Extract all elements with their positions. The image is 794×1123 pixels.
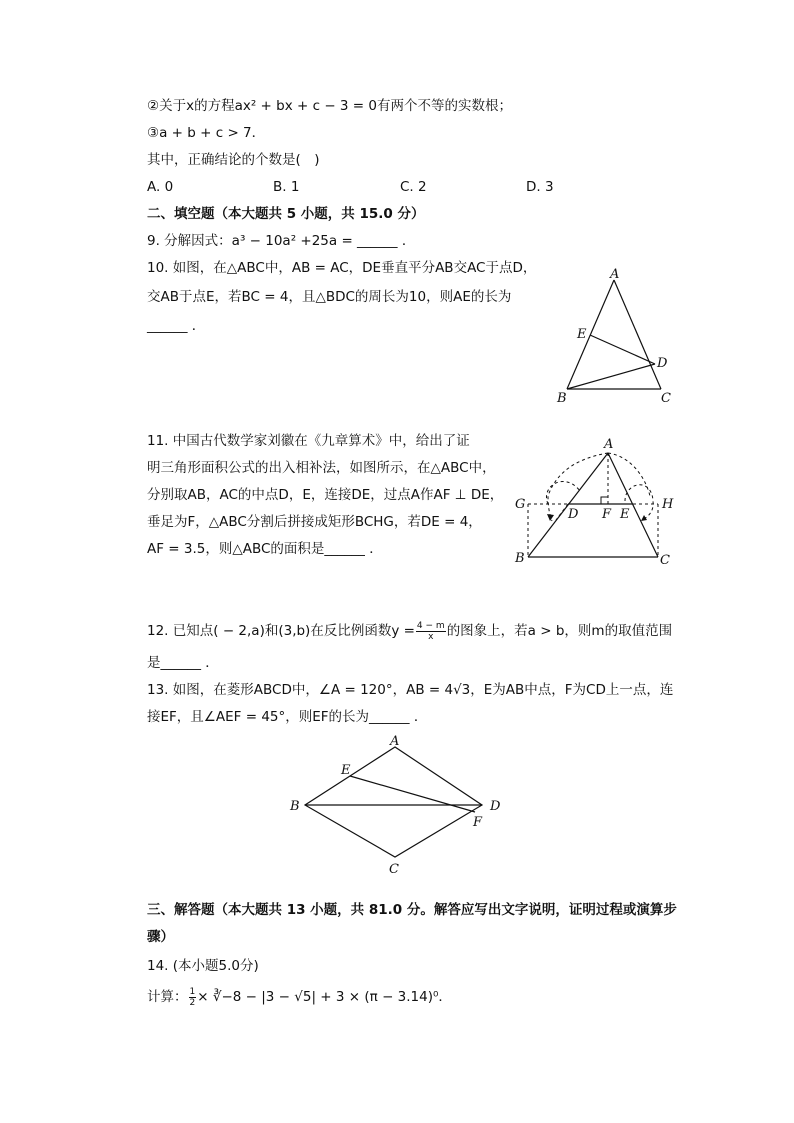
q14-fraction	[189, 987, 197, 1008]
q11-line-1: 11. 中国古代数学家刘徽在《九章算术》中，给出了证	[147, 433, 470, 449]
q10-label-c: C	[661, 391, 671, 406]
q10-label-a: A	[610, 268, 620, 282]
q8-condition-2: ②关于x的方程ax² + bx + c − 3 = 0有两个不等的实数根；	[147, 98, 513, 114]
q12-fraction-numerator: 4 − m	[416, 620, 445, 631]
section-2-header: 二、填空题（本大题共 5 小题，共 15.0 分）	[147, 206, 425, 222]
q10-label-b: B	[557, 391, 567, 406]
q10-line-2: 交AB于点E，若BC = 4，且△BDC的周长为10，则AE的长为	[147, 289, 512, 305]
q14-prefix: 计算：	[147, 989, 188, 1005]
q11-label-g: G	[515, 497, 526, 512]
q14-header: 14. (本小题5.0分)	[147, 958, 259, 974]
q10-line-3: ______ ．	[147, 318, 206, 334]
q11-label-f: F	[602, 507, 612, 522]
q9-text: 9. 分解因式：a³ − 10a² +25a = ______ ．	[147, 233, 416, 249]
q11-label-e: E	[620, 507, 630, 522]
q10-label-d: D	[657, 356, 668, 371]
q10-label-e: E	[577, 327, 587, 342]
q13-line-1: 13. 如图，在菱形ABCD中，∠A = 120°，AB = 4√3，E为AB中点，F为CD上一点，连	[147, 682, 674, 698]
q11-label-d: D	[568, 507, 579, 522]
q13-rhombus-figure	[285, 730, 510, 880]
q11-line-4: 垂足为F，△ABC分割后拼接成矩形BCHG，若DE = 4，	[147, 514, 482, 530]
section-3-header-line-2: 骤）	[147, 929, 174, 945]
q10-line-1: 10. 如图，在△ABC中，AB = AC，DE垂直平分AB交AC于点D，	[147, 260, 537, 276]
q13-label-c: C	[389, 862, 399, 877]
q11-label-h: H	[662, 497, 674, 512]
q8-prompt: 其中，正确结论的个数是( )	[147, 152, 320, 168]
q14-fraction-numerator: 1	[189, 986, 196, 997]
q13-label-f: F	[473, 815, 483, 830]
q11-line-3: 分别取AB，AC的中点D，E，连接DE，过点A作AF ⊥ DE，	[147, 487, 504, 503]
q12-line-1-prefix: 12. 已知点( − 2,a)和(3,b)在反比例函数y =	[147, 623, 415, 639]
q11-line-2: 明三角形面积公式的出入相补法，如图所示，在△ABC中，	[147, 460, 496, 476]
q13-label-e: E	[341, 763, 351, 778]
q12-line-1-suffix: 的图象上，若a > b，则m的取值范围	[446, 623, 673, 639]
q12-fraction	[416, 621, 446, 642]
q13-label-b: B	[290, 799, 300, 814]
section-3-header-line-1: 三、解答题（本大题共 13 小题，共 81.0 分。解答应写出文字说明，证明过程或演算步	[147, 902, 677, 918]
q11-label-b: B	[515, 551, 525, 566]
q8-option-c: C. 2	[400, 179, 427, 195]
q12-fraction-denominator: x	[428, 631, 434, 642]
q11-line-5: AF = 3.5，则△ABC的面积是______ ．	[147, 541, 383, 557]
q10-triangle-figure	[550, 268, 680, 408]
q13-label-a: A	[390, 734, 400, 749]
q12-line-1	[147, 620, 672, 642]
q8-option-b: B. 1	[273, 179, 300, 195]
q8-option-a: A. 0	[147, 179, 174, 195]
q8-option-d: D. 3	[526, 179, 554, 195]
q14-fraction-denominator: 2	[189, 997, 196, 1008]
q8-condition-3: ③a + b + c > 7．	[147, 125, 266, 141]
q13-label-d: D	[490, 799, 501, 814]
q11-label-c: C	[660, 553, 670, 568]
q12-line-2: 是______ ．	[147, 655, 219, 671]
q14-expression	[147, 986, 452, 1008]
q11-label-a: A	[604, 437, 614, 452]
q13-line-2: 接EF，且∠AEF = 45°，则EF的长为______ ．	[147, 709, 428, 725]
q14-expression-body: × ∛−8 − |3 − √5| + 3 × (π − 3.14)⁰．	[197, 989, 452, 1005]
q11-rectangle-figure	[510, 436, 690, 572]
